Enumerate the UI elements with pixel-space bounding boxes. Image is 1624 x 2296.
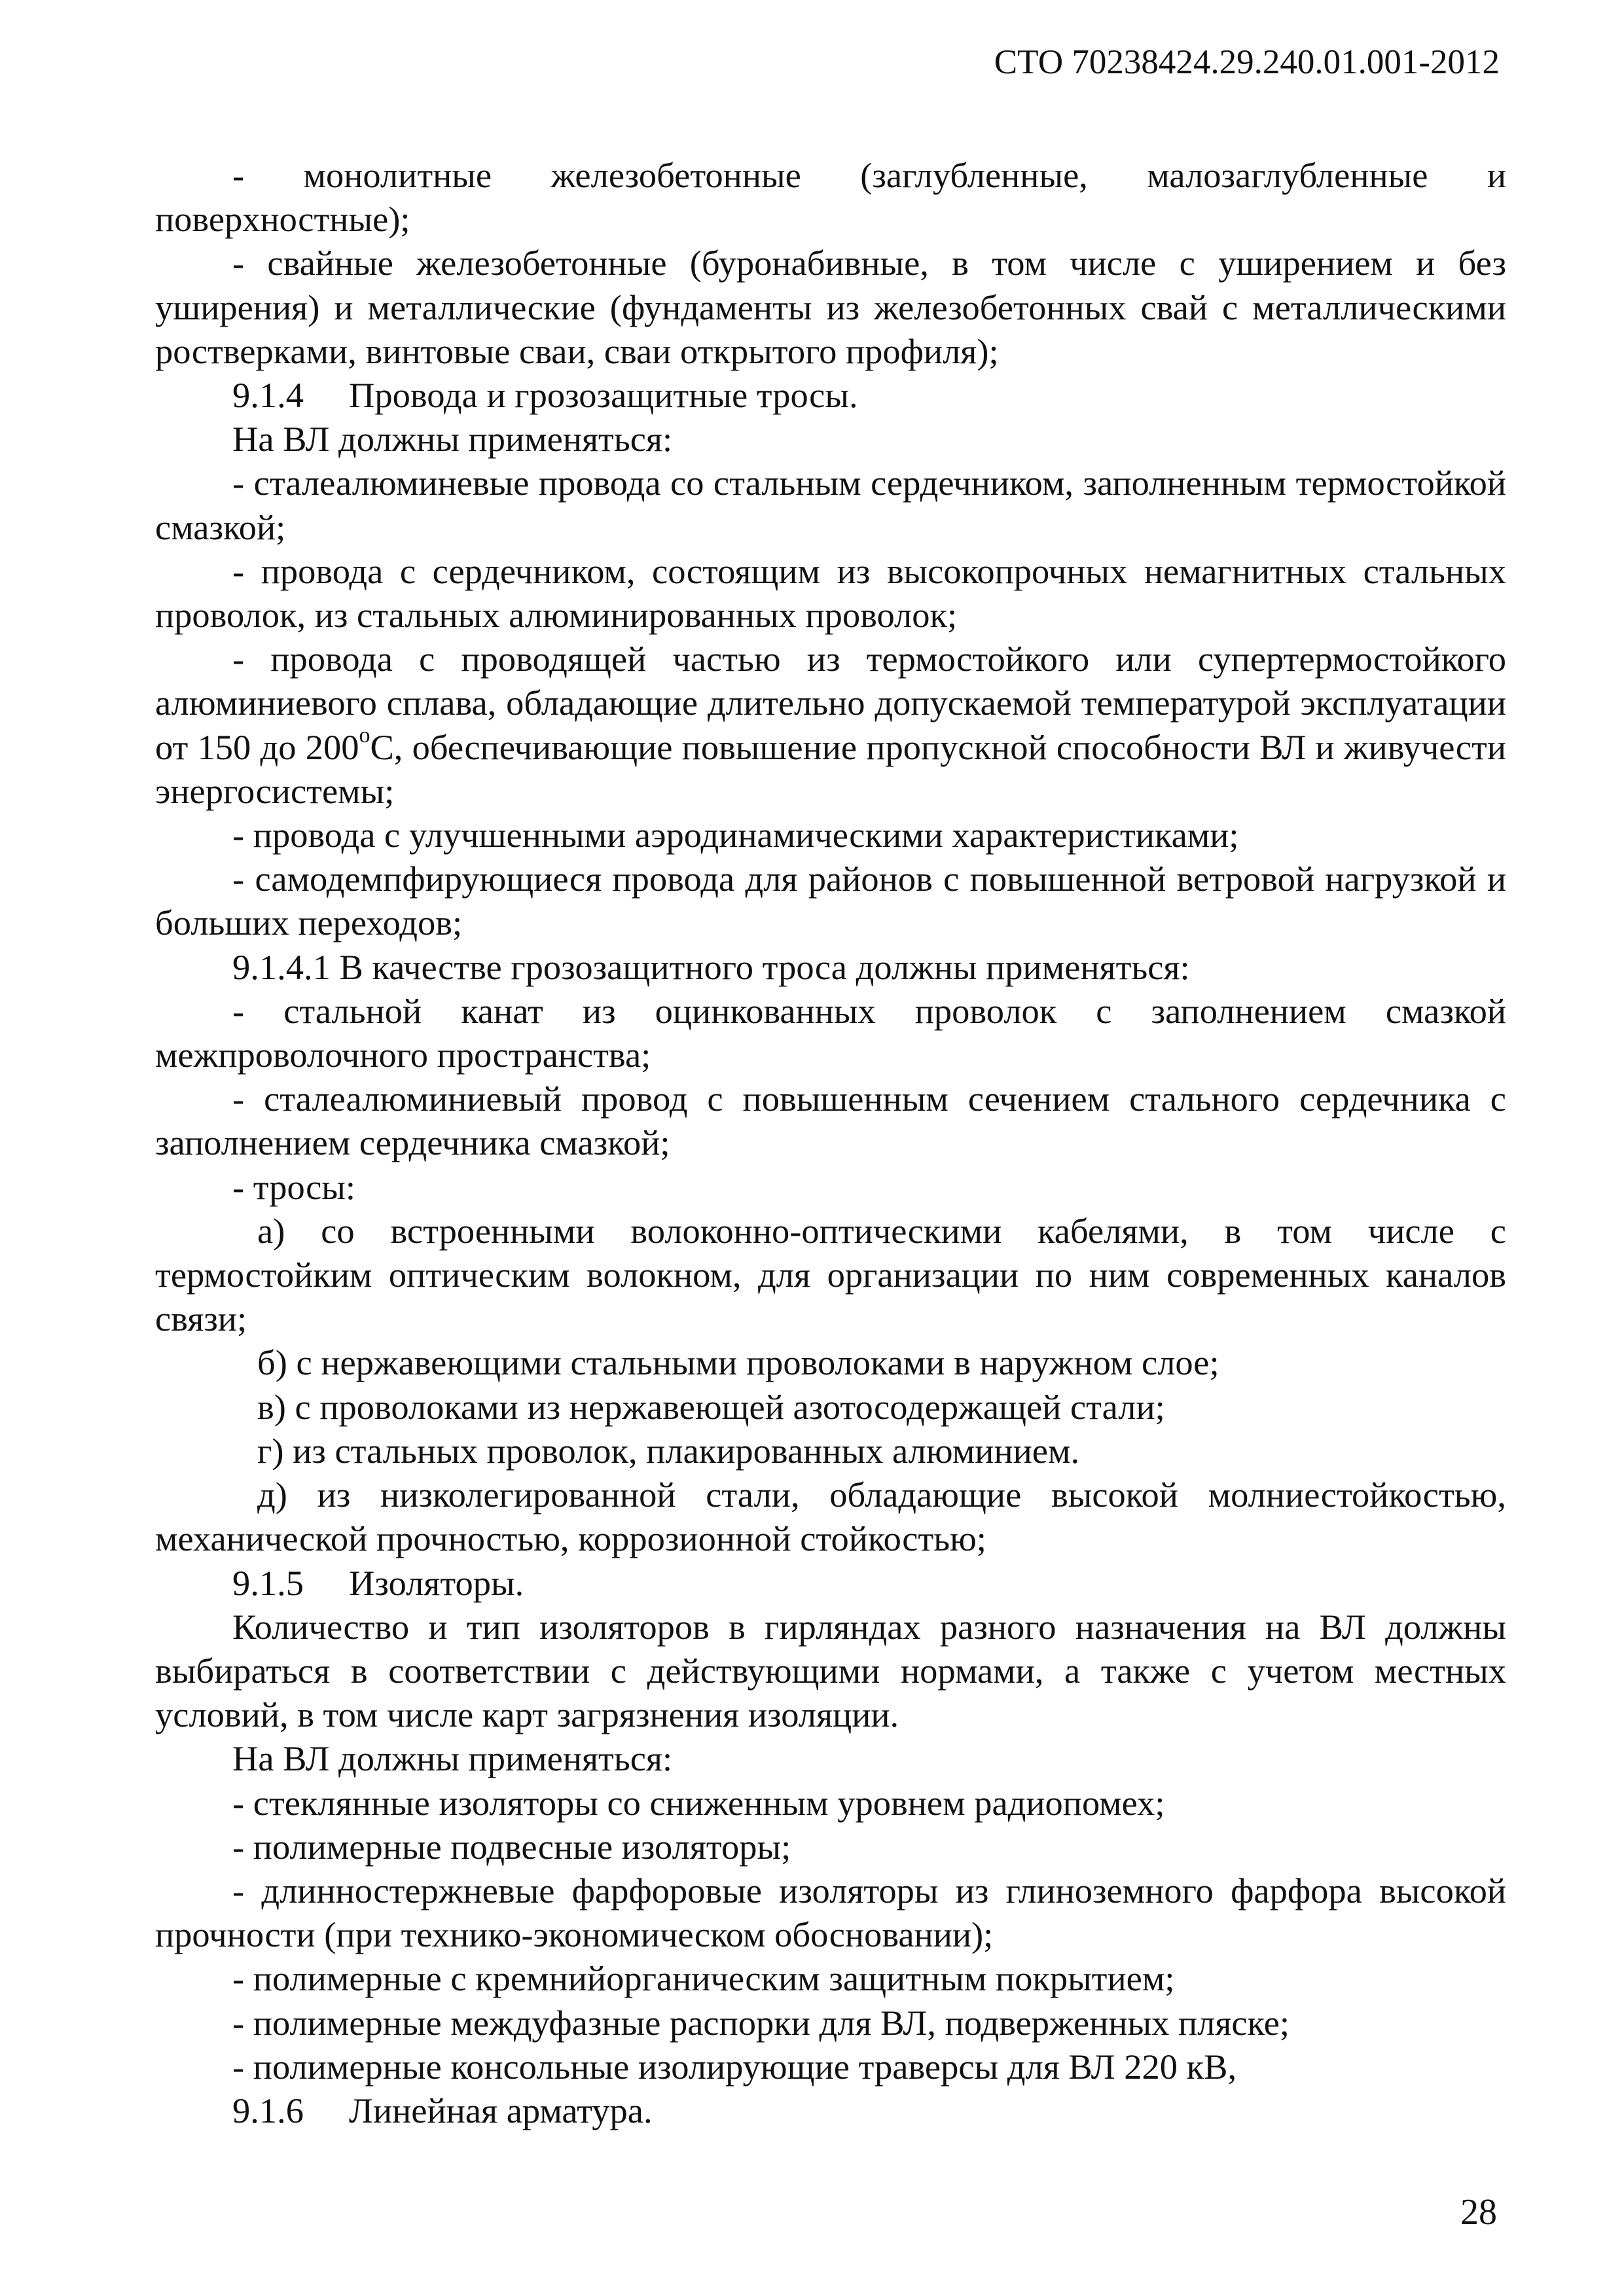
page-number: 28 bbox=[1460, 2192, 1497, 2233]
list-item: - тросы: bbox=[232, 1166, 356, 1207]
section-number: 9.1.6 bbox=[232, 2090, 304, 2130]
list-item: - самодемпфирующиеся провода для районов с повышенной ветровой нагрузкой и больших переходов; bbox=[155, 859, 1506, 943]
list-item: - провода с сердечником, состоящим из высокопрочных немагнитных стальных проволок, из стальных алюминированных проволок; bbox=[155, 550, 1506, 636]
section-heading-9-1-6 bbox=[155, 2089, 1506, 2132]
sublist-item: в) с проволоками из нержавеющей азотосодержащей стали; bbox=[257, 1386, 1165, 1427]
subsection-heading-9-1-4-1: 9.1.4.1 В качестве грозозащитного троса должны применяться: bbox=[232, 946, 1190, 987]
sublist-item: а) со встроенными волоконно-оптическими кабелями, в том числе с термостойким оптическим волокном, для организации по ним современных каналов связи; bbox=[155, 1210, 1506, 1339]
section-number: 9.1.5 bbox=[232, 1562, 304, 1603]
sublist-item: г) из стальных проволок, плакированных алюминием. bbox=[257, 1430, 1080, 1471]
sublist-item: б) с нержавеющими стальными проволоками в наружном слое; bbox=[257, 1342, 1219, 1383]
list-item: - стальной канат из оцинкованных проволок с заполнением смазкой межпроволочного пространства; bbox=[155, 990, 1506, 1075]
section-title: Линейная арматура. bbox=[349, 2090, 653, 2130]
list-item: - полимерные с кремнийорганическим защитным покрытием; bbox=[232, 1958, 1175, 1999]
document-body bbox=[155, 153, 1506, 2132]
paragraph: - свайные железобетонные (буронабивные, в том числе с уширением и без уширения) и металлические (фундаменты из железобетонных свай с металлическими ростверками, винтовые сваи, сваи открытого профиля); bbox=[155, 243, 1506, 371]
list-item: - сталеалюминиевый провод с повышенным сечением стального сердечника с заполнением сердечника смазкой; bbox=[155, 1079, 1506, 1163]
list-item: - полимерные консольные изолирующие траверсы для ВЛ 220 кВ, bbox=[232, 2046, 1237, 2087]
paragraph: На ВЛ должны применяться: bbox=[232, 1738, 673, 1779]
text-fragment: - провода с проводящей частью из термостойкого или супертермостойкого алюминиевого сплава, обладающие длительно допускаемой температурой эксплуатации от 150 до 200 bbox=[155, 639, 1506, 767]
text-fragment: С, обеспечивающие повышение пропускной способности ВЛ и живучести энергосистемы; bbox=[155, 726, 1507, 811]
list-item: - длинностержневые фарфоровые изоляторы из глиноземного фарфора высокой прочности (при технико-экономическом обосновании); bbox=[155, 1870, 1506, 1955]
section-heading-9-1-4 bbox=[155, 373, 1506, 417]
list-item: - полимерные подвесные изоляторы; bbox=[232, 1826, 791, 1867]
section-title: Провода и грозозащитные тросы. bbox=[349, 375, 858, 416]
list-item: - сталеалюминевые провода со стальным сердечником, заполненным термостойкой смазкой; bbox=[155, 463, 1506, 547]
sublist-item: д) из низколегированной стали, обладающие высокой молниестойкостью, механической прочностью, коррозионной стойкостью; bbox=[155, 1475, 1506, 1559]
section-title: Изоляторы. bbox=[349, 1562, 524, 1603]
section-number: 9.1.4 bbox=[232, 375, 304, 416]
list-item: - стеклянные изоляторы со сниженным уровнем радиопомех; bbox=[232, 1782, 1165, 1823]
degree-superscript: o bbox=[359, 723, 370, 748]
list-item: - полимерные междуфазные распорки для ВЛ, подверженных пляске; bbox=[232, 2002, 1290, 2043]
document-code-header: СТО 70238424.29.240.01.001-2012 bbox=[994, 43, 1500, 81]
list-item: - провода с улучшенными аэродинамическими характеристиками; bbox=[232, 815, 1239, 855]
section-heading-9-1-5 bbox=[155, 1561, 1506, 1605]
paragraph: - монолитные железобетонные (заглубленные, малозаглубленные и поверхностные); bbox=[155, 155, 1506, 240]
paragraph: Количество и тип изоляторов в гирляндах разного назначения на ВЛ должны выбираться в соответствии с действующими нормами, а также с учетом местных условий, в том числе карт загрязнения изоляции. bbox=[155, 1606, 1506, 1735]
list-item bbox=[155, 637, 1506, 813]
paragraph: На ВЛ должны применяться: bbox=[232, 419, 673, 459]
